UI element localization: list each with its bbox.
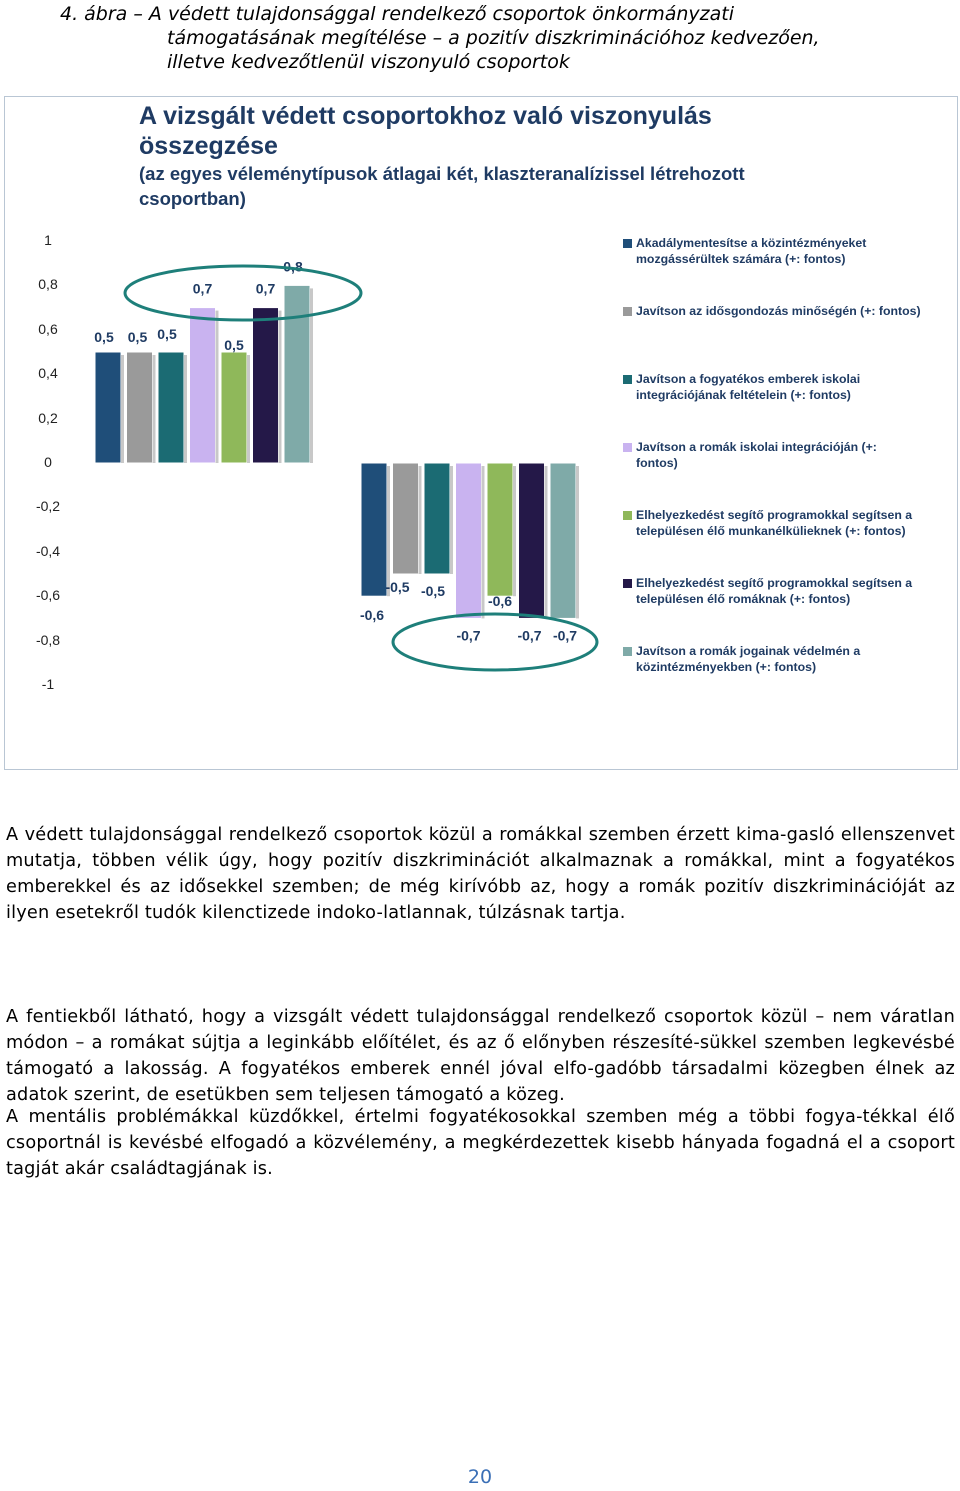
data-label: -0,5 bbox=[385, 579, 410, 595]
bar bbox=[190, 308, 216, 463]
bar-shadow bbox=[247, 355, 250, 463]
legend-swatch bbox=[623, 511, 632, 520]
bar-shadow bbox=[482, 466, 485, 618]
data-label: -0,5 bbox=[420, 583, 446, 599]
y-tick-label: 0,8 bbox=[38, 276, 58, 293]
legend-swatch bbox=[623, 375, 632, 384]
bar-shadow bbox=[576, 466, 579, 618]
legend-item bbox=[623, 575, 943, 607]
legend-swatch bbox=[623, 239, 632, 248]
legend-label-line: fontos) bbox=[636, 456, 678, 470]
y-tick-label: -0,2 bbox=[35, 498, 61, 515]
bar bbox=[127, 352, 153, 463]
y-tick-label: 0 bbox=[44, 454, 52, 470]
legend-item bbox=[623, 643, 943, 675]
legend-label-line: Javítson az idősgondozás minőségén (+: fontos) bbox=[636, 304, 921, 318]
data-label: 0,5 bbox=[94, 329, 114, 345]
bar-shadow bbox=[419, 466, 422, 574]
legend-item bbox=[623, 303, 943, 319]
bar bbox=[424, 463, 450, 574]
bar-shadow bbox=[513, 466, 516, 596]
bar-shadow bbox=[450, 466, 453, 574]
paragraph-1: A védett tulajdonsággal rendelkező csoportok közül a romákkal szemben érzett kima-gasló ellenszenvet mutatja, többen vélik úgy, hogy pozitív diszkriminációt alkalmaznak a romákkal, mint a fogyatékos emberekkel és az idősekkel szemben; de még kirívóbb az, hogy a romák pozitív diszkriminációját az ilyen esetekről tudók kilenctizede indoko-latlannak, túlzásnak tartja. bbox=[6, 825, 955, 923]
legend-item bbox=[623, 439, 943, 471]
legend-label-line: mozgássérültek számára (+: fontos) bbox=[636, 252, 846, 266]
legend-label-line: településen élő romáknak (+: fontos) bbox=[636, 592, 851, 606]
bar-shadow bbox=[153, 355, 156, 463]
page-number: 20 bbox=[467, 1466, 493, 1488]
legend-swatch bbox=[623, 443, 632, 452]
legend-swatch bbox=[623, 647, 632, 656]
y-tick-label: -1 bbox=[41, 676, 55, 692]
legend-label-line: Javítson a fogyatékos emberek iskolai bbox=[636, 372, 861, 386]
chart-title-line-2: összegzése bbox=[139, 132, 278, 160]
chart-title-line-1: A vizsgált védett csoportokhoz való viszonyulás bbox=[139, 102, 712, 130]
chart-subtitle-line-2: csoportban) bbox=[139, 188, 246, 209]
bar bbox=[550, 463, 576, 618]
bar bbox=[158, 352, 184, 463]
y-tick-label: 0,2 bbox=[38, 409, 58, 426]
data-label: -0,7 bbox=[517, 627, 542, 644]
caption-line-3: illetve kedvezőtlenül viszonyuló csoportok bbox=[167, 51, 570, 73]
y-tick-label: -0,4 bbox=[35, 542, 61, 559]
data-label: 0,5 bbox=[224, 337, 244, 353]
data-label: -0,7 bbox=[456, 627, 481, 644]
bar bbox=[487, 463, 513, 596]
legend-swatch bbox=[623, 579, 632, 588]
bar-shadow bbox=[216, 311, 219, 463]
legend-item bbox=[623, 235, 943, 267]
y-tick-label: 0,6 bbox=[38, 320, 58, 337]
legend-label-line: integrációjának feltételein (+: fontos) bbox=[636, 388, 851, 402]
bar-shadow bbox=[279, 311, 282, 463]
bar bbox=[519, 463, 545, 618]
data-label: 0,7 bbox=[192, 280, 213, 297]
data-label: -0,6 bbox=[487, 593, 513, 610]
caption-line-1: 4. ábra – A védett tulajdonsággal rendelkező csoportok önkormányzati bbox=[60, 3, 734, 25]
legend-label-line: Elhelyezkedést segítő programokkal segítsen a bbox=[636, 576, 913, 590]
y-tick-label: -0,8 bbox=[35, 631, 61, 648]
chart-frame bbox=[4, 96, 958, 770]
legend-label-line: Elhelyezkedést segítő programokkal segítsen a bbox=[636, 508, 913, 522]
legend-label-line: településen élő munkanélkülieknek (+: fontos) bbox=[636, 524, 906, 538]
y-tick-label: -0,6 bbox=[35, 587, 61, 604]
legend-label-line: Javítson a romák iskolai integrációján (+: bbox=[636, 440, 877, 454]
data-label: 0,5 bbox=[157, 326, 177, 342]
bar-shadow bbox=[387, 466, 390, 596]
highlight-ellipse-positive bbox=[125, 266, 361, 320]
legend-swatch bbox=[623, 307, 632, 316]
bar-shadow bbox=[184, 355, 187, 463]
legend-label-line: Akadálymentesítse a közintézményeket bbox=[636, 236, 867, 250]
bar bbox=[221, 352, 247, 463]
caption-line-2: támogatásának megítélése – a pozitív diszkriminációhoz kedvezően, bbox=[167, 27, 820, 49]
bar bbox=[253, 308, 279, 463]
legend-label-line: Javítson a romák jogainak védelmén a bbox=[636, 644, 861, 658]
bar bbox=[361, 463, 387, 596]
y-tick-label: 0,4 bbox=[38, 365, 58, 382]
legend-item bbox=[623, 507, 943, 539]
legend-label-line: közintézményekben (+: fontos) bbox=[636, 660, 817, 674]
data-label: -0,7 bbox=[552, 627, 578, 644]
bar bbox=[95, 352, 121, 463]
bar bbox=[456, 463, 482, 618]
data-label: 0,8 bbox=[283, 258, 303, 275]
figure-caption bbox=[60, 2, 820, 74]
y-tick-label: 1 bbox=[44, 232, 52, 248]
chart-subtitle-line-1: (az egyes véleménytípusok átlagai két, klaszteranalízissel létrehozott bbox=[139, 163, 745, 184]
legend-item bbox=[623, 371, 943, 403]
data-label: 0,7 bbox=[255, 280, 276, 297]
bar bbox=[284, 285, 310, 463]
data-label: 0,5 bbox=[127, 329, 148, 345]
bar-shadow bbox=[121, 355, 124, 463]
paragraph-2: A fentiekből látható, hogy a vizsgált védett tulajdonsággal rendelkező csoportok közül – nem váratlan módon – a romákat sújtja a leginkább előítélet, és az ő előnyben részesíté-sükkel szemben legkevésbé támogató a lakosság. A fogyatékos emberek ennél jóval elfo-gadóbb társadalmi közegben élnek az adatok szerint, de esetükben sem teljesen támogató a közeg. bbox=[6, 1007, 955, 1105]
bar bbox=[393, 463, 419, 574]
bar-shadow bbox=[545, 466, 548, 618]
data-label: -0,6 bbox=[359, 607, 385, 624]
paragraph-3: A mentális problémákkal küzdőkkel, értelmi fogyatékosokkal szemben még a többi fogya-tékkal élő csoportnál is kevésbé elfogadó a közvélemény, a megkérdezettek kisebb hányada fogadná el a csoport tagját akár családtagjának is. bbox=[6, 1107, 955, 1179]
